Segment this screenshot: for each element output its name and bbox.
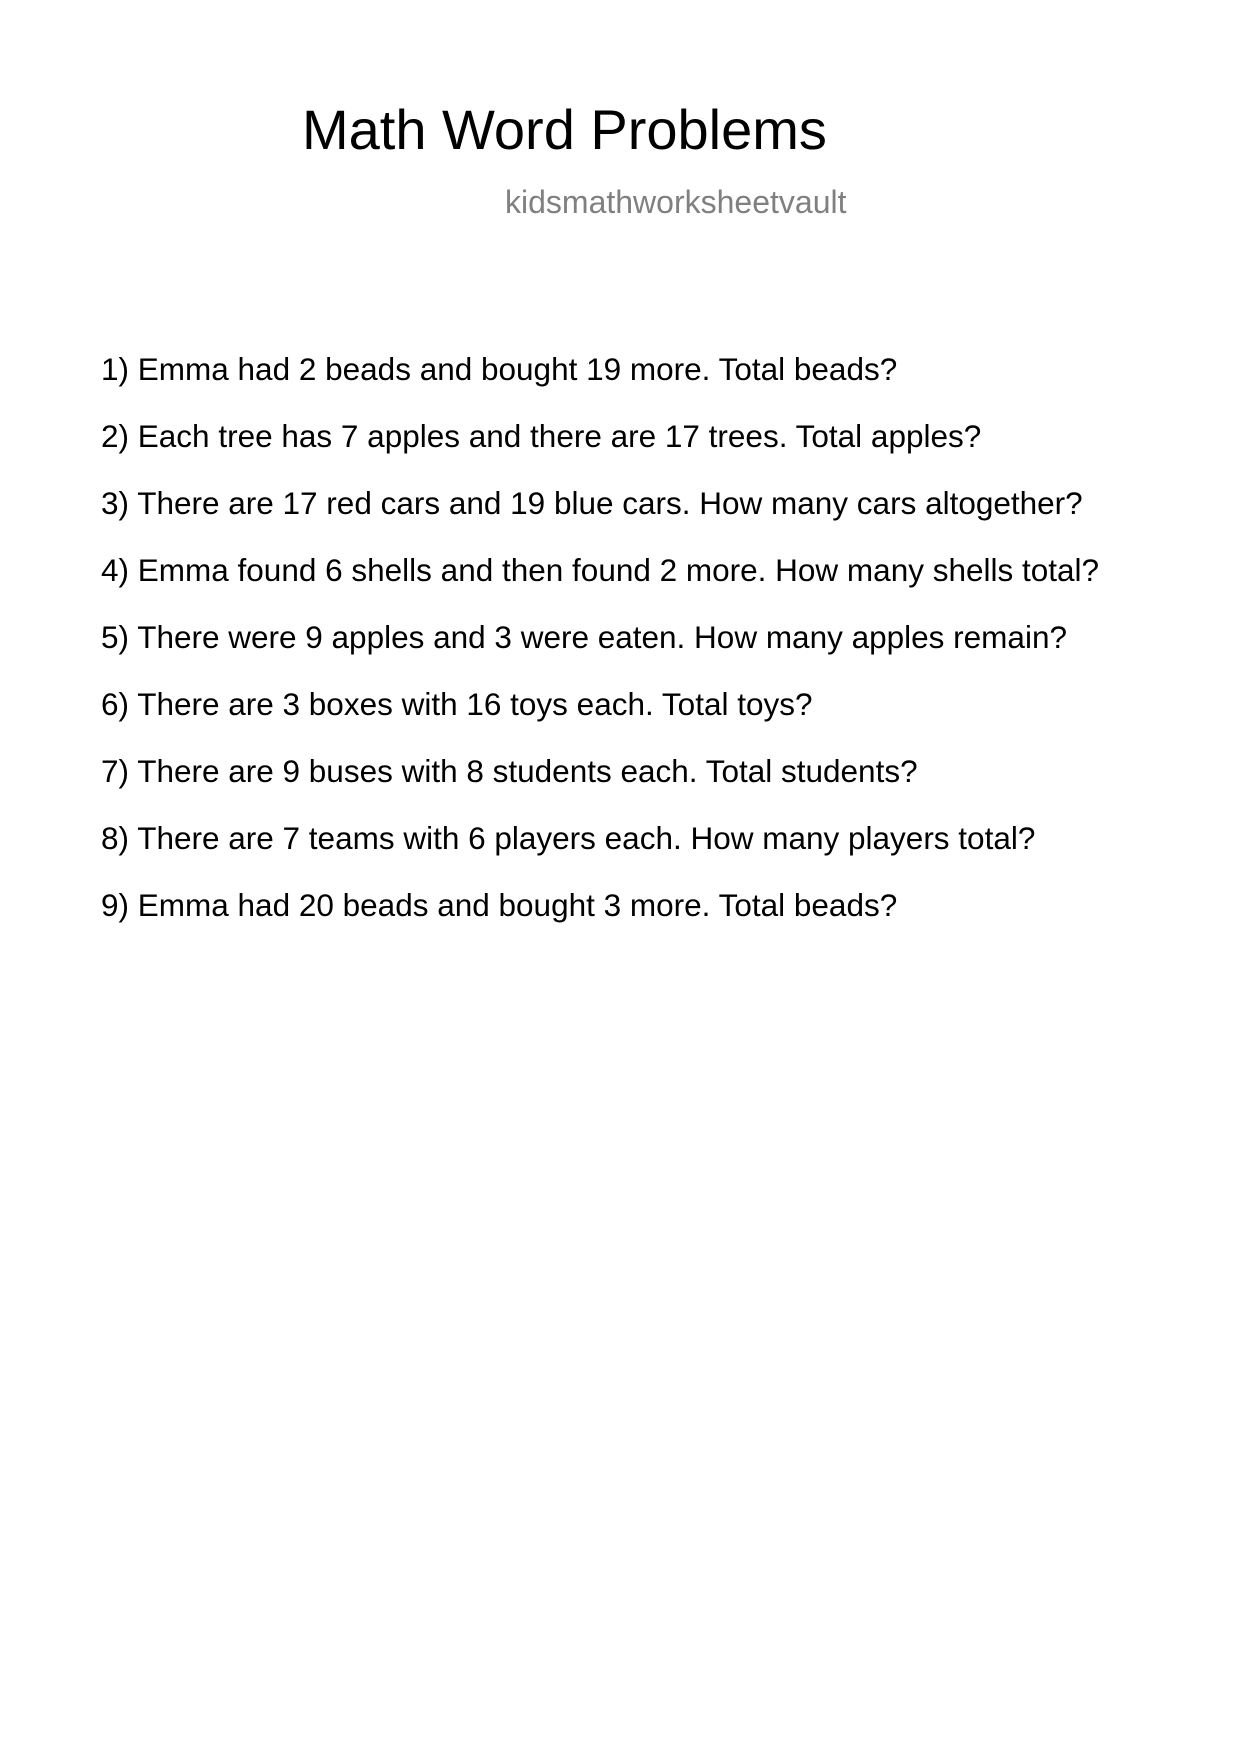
problem-item (101, 348, 1161, 390)
problem-text: Emma had 20 beads and bought 3 more. Total beads? (137, 887, 898, 923)
problem-item (101, 616, 1161, 658)
problem-text: There are 9 buses with 8 students each. Total students? (137, 753, 918, 789)
problem-number: 8) (101, 820, 130, 856)
problem-number: 5) (101, 619, 130, 655)
problem-item (101, 750, 1161, 792)
worksheet-title: Math Word Problems (302, 98, 827, 161)
problem-list (101, 348, 1161, 951)
problem-item (101, 482, 1161, 524)
problem-item (101, 549, 1161, 591)
problem-number: 2) (101, 418, 130, 454)
problem-text: There are 3 boxes with 16 toys each. Total toys? (137, 686, 813, 722)
problem-text: There are 7 teams with 6 players each. How many players total? (137, 820, 1036, 856)
problem-number: 6) (101, 686, 130, 722)
problem-text: Emma found 6 shells and then found 2 more. How many shells total? (137, 552, 1100, 588)
problem-text: There were 9 apples and 3 were eaten. How many apples remain? (137, 619, 1067, 655)
problem-text: Each tree has 7 apples and there are 17 trees. Total apples? (137, 418, 982, 454)
problem-number: 1) (101, 351, 130, 387)
problem-text: Emma had 2 beads and bought 19 more. Total beads? (137, 351, 898, 387)
problem-number: 4) (101, 552, 130, 588)
worksheet-source: kidsmathworksheetvault (505, 184, 847, 220)
problem-text: There are 17 red cars and 19 blue cars. How many cars altogether? (137, 485, 1083, 521)
problem-item (101, 884, 1161, 926)
problem-number: 9) (101, 887, 130, 923)
problem-number: 3) (101, 485, 130, 521)
problem-item (101, 415, 1161, 457)
problem-number: 7) (101, 753, 130, 789)
problem-item (101, 683, 1161, 725)
problem-item (101, 817, 1161, 859)
